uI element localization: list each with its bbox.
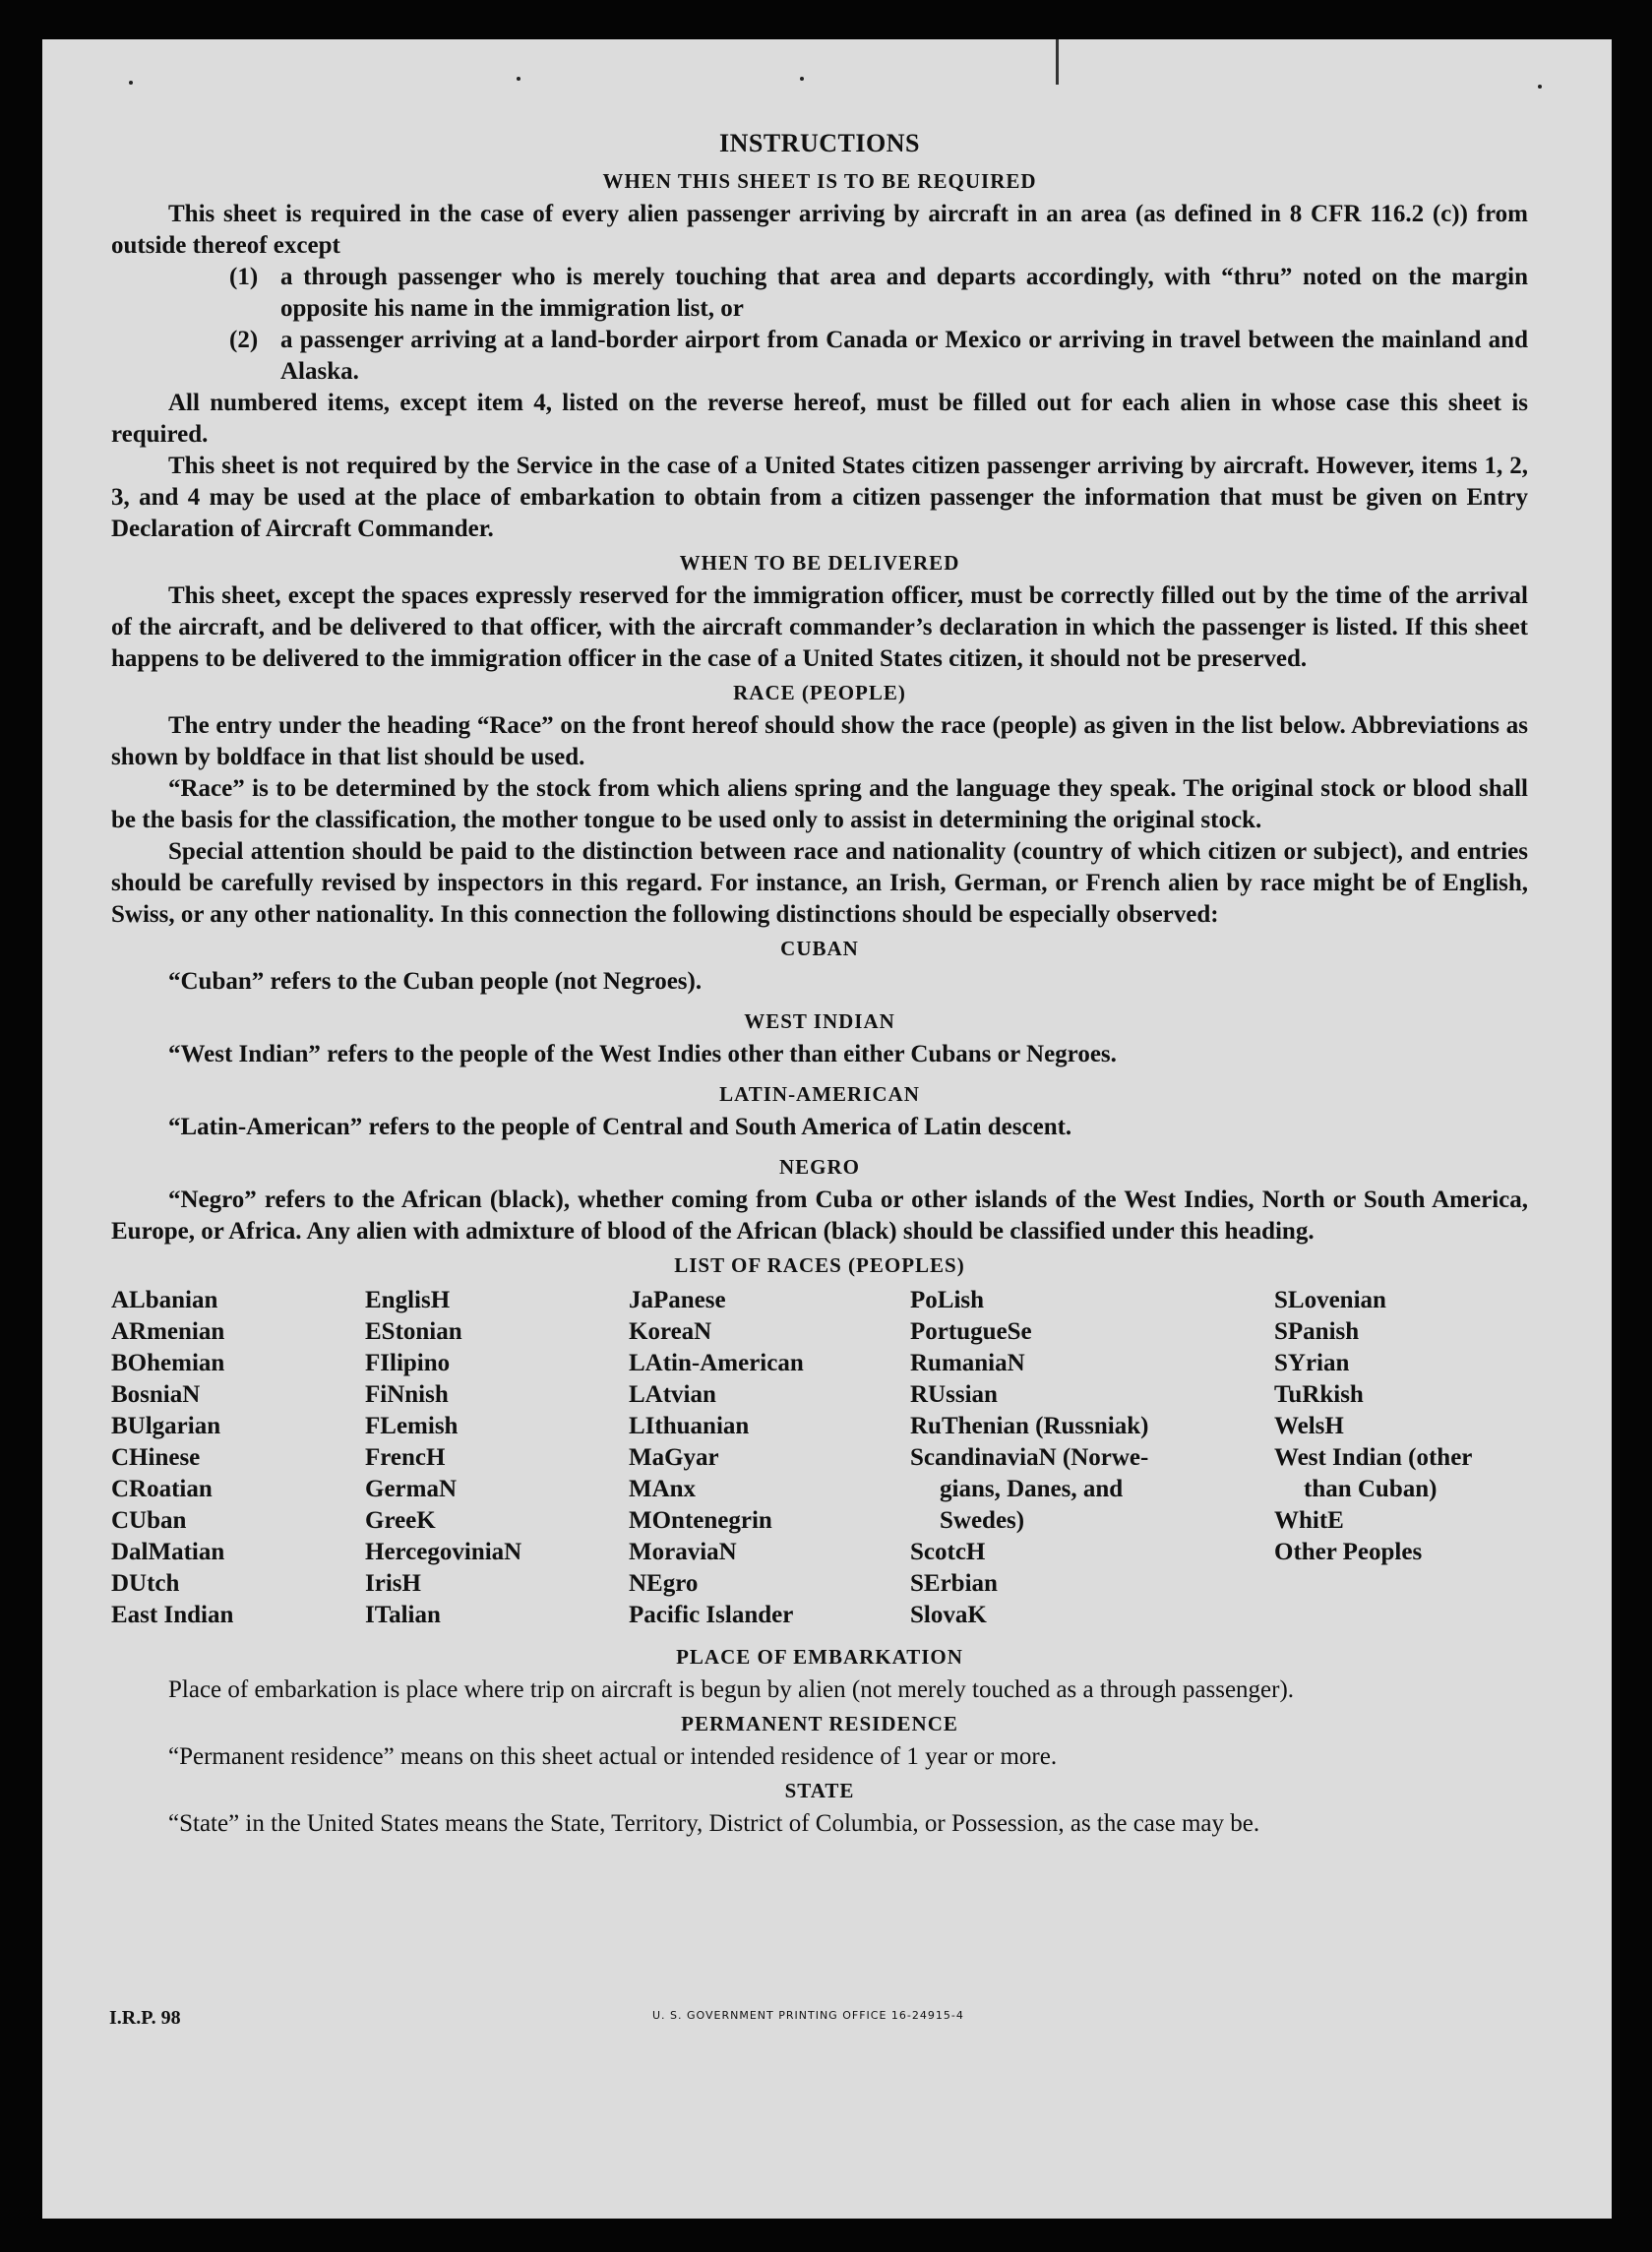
race-entry: LAtvian xyxy=(629,1381,716,1408)
heading-when-required: WHEN THIS SHEET IS TO BE REQUIRED xyxy=(602,169,1037,193)
heading-embarkation: PLACE OF EMBARKATION xyxy=(676,1645,963,1669)
race-entry: ALbanian xyxy=(111,1287,218,1313)
heading-latin-american: LATIN-AMERICAN xyxy=(719,1082,920,1106)
race-entry: FIlipino xyxy=(365,1350,451,1376)
race-entry: TuRkish xyxy=(1274,1381,1364,1408)
race-entry: ScotcH xyxy=(910,1539,986,1565)
race-entry: FrencH xyxy=(365,1444,446,1471)
heading-negro: NEGRO xyxy=(778,1155,860,1179)
scan-artifact-line xyxy=(1056,39,1059,85)
race-entry: KoreaN xyxy=(629,1318,712,1345)
instructions-body xyxy=(111,128,1528,1840)
race-entry: East Indian xyxy=(111,1602,234,1628)
race-entry: SErbian xyxy=(910,1570,998,1597)
race-entry: MOntenegrin xyxy=(629,1507,772,1534)
page-title: INSTRUCTIONS xyxy=(719,129,920,157)
heading-west-indian: WEST INDIAN xyxy=(744,1009,895,1033)
embarkation-text: Place of embarkation is place where trip on aircraft is begun by alien (not merely touched as a through passenger). xyxy=(168,1676,1295,1703)
race-entry: BUlgarian xyxy=(111,1413,221,1439)
heading-cuban: CUBAN xyxy=(780,937,859,960)
race-entry: DalMatian xyxy=(111,1539,225,1565)
race-entry-continuation: than Cuban) xyxy=(1304,1476,1438,1502)
cuban-definition: “Cuban” refers to the Cuban people (not Negroes). xyxy=(168,968,703,995)
exception-item-2 xyxy=(229,325,1528,388)
race-entry: Pacific Islander xyxy=(629,1602,794,1628)
race-entry: ScandinaviaN (Norwe- xyxy=(910,1444,1149,1471)
race-entry-continuation: Swedes) xyxy=(940,1507,1025,1534)
west-indian-definition: “West Indian” refers to the people of the West Indies other than either Cubans or Negroes. xyxy=(168,1041,1117,1067)
race-entry: West Indian (other xyxy=(1274,1444,1473,1471)
race-entry: CHinese xyxy=(111,1444,201,1471)
races-column-1 xyxy=(111,1285,365,1631)
heading-race: RACE (PEOPLE) xyxy=(733,681,906,704)
races-column-3 xyxy=(629,1285,910,1631)
exception-number: (2) xyxy=(229,327,259,353)
race-entry: SLovenian xyxy=(1274,1287,1386,1313)
heading-when-delivered: WHEN TO BE DELIVERED xyxy=(679,551,960,575)
race-paragraph-2: “Race” is to be determined by the stock from which aliens spring and the language they speak. The original stock or blood shall be the basis for the classification, the mother tongue to be used only to assist in determining the original stock. xyxy=(111,775,1528,833)
exception-item-1 xyxy=(229,262,1528,325)
negro-definition: “Negro” refers to the African (black), whether coming from Cuba or other islands of the West Indies, North or South America, Europe, or Africa. Any alien with admixture of blood of the African (black) should be classified under this heading. xyxy=(111,1187,1528,1245)
exception-number: (1) xyxy=(229,264,259,290)
citizen-paragraph: This sheet is not required by the Service in the case of a United States citizen passenger arriving by aircraft. However, items 1, 2, 3, and 4 may be used at the place of embarkation to obtain from a citizen passenger the information that must be given on Entry Declaration of Aircraft Commander. xyxy=(111,453,1528,542)
race-entry: ITalian xyxy=(365,1602,441,1628)
numbered-items-paragraph: All numbered items, except item 4, listed on the reverse hereof, must be filled out for each alien in whose case this sheet is required. xyxy=(111,390,1528,448)
race-entry: IrisH xyxy=(365,1570,421,1597)
race-entry: PoLish xyxy=(910,1287,985,1313)
race-entry: FLemish xyxy=(365,1413,459,1439)
heading-list-of-races: LIST OF RACES (PEOPLES) xyxy=(674,1253,965,1277)
race-entry: SlovaK xyxy=(910,1602,987,1628)
race-entry: EStonian xyxy=(365,1318,462,1345)
scan-speck xyxy=(1538,85,1542,89)
exception-text: a passenger arriving at a land-border airport from Canada or Mexico or arriving in travel between the mainland and Alaska. xyxy=(280,327,1528,385)
races-column-2 xyxy=(365,1285,629,1631)
race-paragraph-1: The entry under the heading “Race” on the front hereof should show the race (people) as given in the list below. Abbreviations as shown by boldface in that list should be used. xyxy=(111,712,1528,770)
race-entry: NEgro xyxy=(629,1570,699,1597)
race-entry: PortugueSe xyxy=(910,1318,1032,1345)
race-entry-continuation: gians, Danes, and xyxy=(940,1476,1124,1502)
race-entry: MaGyar xyxy=(629,1444,719,1471)
race-entry: RumaniaN xyxy=(910,1350,1025,1376)
residence-text: “Permanent residence” means on this sheet actual or intended residence of 1 year or more. xyxy=(168,1743,1058,1770)
form-number: I.R.P. 98 xyxy=(109,2007,181,2029)
race-entry: GermaN xyxy=(365,1476,458,1502)
race-entry: HercegoviniaN xyxy=(365,1539,522,1565)
race-entry: CUban xyxy=(111,1507,187,1534)
race-entry: MoraviaN xyxy=(629,1539,737,1565)
race-entry: EnglisH xyxy=(365,1287,451,1313)
race-paragraph-3: Special attention should be paid to the distinction between race and nationality (country of which citizen or subject), and entries should be carefully revised by inspectors in this regard. For instance, an Irish, German, or French alien by race might be of English, Swiss, or any other nationality. In this connection the following distinctions should be especially observed: xyxy=(111,838,1528,928)
scan-speck xyxy=(517,77,520,81)
races-column-5 xyxy=(1274,1285,1528,1631)
race-entry: RUssian xyxy=(910,1381,998,1408)
races-list xyxy=(111,1285,1528,1631)
when-required-intro: This sheet is required in the case of every alien passenger arriving by aircraft in an area (as defined in 8 CFR 116.2 (c)) from outside thereof except xyxy=(111,201,1528,259)
heading-state: STATE xyxy=(784,1779,855,1802)
document-page xyxy=(42,39,1612,2219)
race-entry: WelsH xyxy=(1274,1413,1344,1439)
race-entry: GreeK xyxy=(365,1507,436,1534)
state-text: “State” in the United States means the State, Territory, District of Columbia, or Possession, as the case may be. xyxy=(168,1810,1260,1837)
race-entry: ARmenian xyxy=(111,1318,225,1345)
race-entry: BosniaN xyxy=(111,1381,201,1408)
race-entry: Other Peoples xyxy=(1274,1539,1423,1565)
race-entry: DUtch xyxy=(111,1570,180,1597)
race-entry: LIthuanian xyxy=(629,1413,750,1439)
race-entry: MAnx xyxy=(629,1476,697,1502)
race-entry: BOhemian xyxy=(111,1350,225,1376)
scan-speck xyxy=(800,77,804,81)
race-entry: JaPanese xyxy=(629,1287,726,1313)
latin-american-definition: “Latin-American” refers to the people of Central and South America of Latin descent. xyxy=(168,1114,1072,1140)
race-entry: LAtin-American xyxy=(629,1350,804,1376)
race-entry: RuThenian (Russniak) xyxy=(910,1413,1149,1439)
heading-permanent-residence: PERMANENT RESIDENCE xyxy=(681,1712,958,1735)
when-delivered-text: This sheet, except the spaces expressly reserved for the immigration officer, must be correctly filled out by the time of the arrival of the aircraft, and be delivered to that officer, with the aircraft commander’s declaration in which the passenger is listed. If this sheet happens to be delivered to the immigration officer in the case of a United States citizen, it should not be preserved. xyxy=(111,582,1528,672)
race-entry: WhitE xyxy=(1274,1507,1344,1534)
races-column-4 xyxy=(910,1285,1274,1631)
race-entry: SPanish xyxy=(1274,1318,1360,1345)
scan-speck xyxy=(129,81,133,85)
printer-imprint: U. S. GOVERNMENT PRINTING OFFICE 16-24915-4 xyxy=(652,2009,964,2022)
race-entry: CRoatian xyxy=(111,1476,213,1502)
race-entry: FiNnish xyxy=(365,1381,449,1408)
exception-text: a through passenger who is merely touching that area and departs accordingly, with “thru” noted on the margin opposite his name in the immigration list, or xyxy=(280,264,1528,322)
race-entry: SYrian xyxy=(1274,1350,1350,1376)
